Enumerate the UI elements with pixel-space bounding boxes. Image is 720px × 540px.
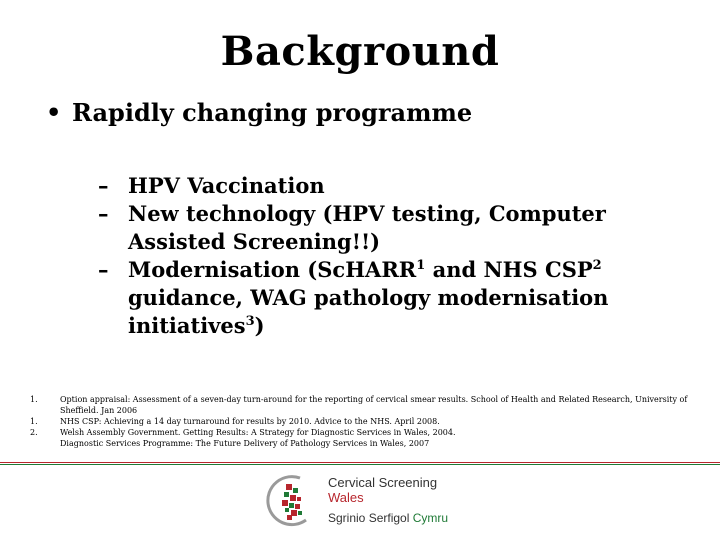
sub-bullet-text: HPV Vaccination — [128, 173, 325, 198]
sub-text-part: guidance, WAG pathology modernisation initiatives — [128, 285, 609, 338]
reference-item — [30, 438, 690, 449]
footnote-marker: 2 — [592, 258, 602, 273]
logo-emblem-icon — [262, 470, 322, 530]
sub-bullet-dash: – — [98, 173, 109, 198]
logo-text-part: Cervical Screening — [328, 475, 438, 490]
reference-text: Option appraisal: Assessment of a seven-day turn-around for the reporting of cervical smear results. School of Health and Related Research, University of Sheffield. Jan 2006 — [60, 395, 688, 415]
main-bullet — [46, 98, 472, 127]
divider-red-line — [0, 462, 720, 463]
reference-text: NHS CSP: Achieving a 14 day turnaround for results by 2010. Advice to the NHS. April 2008. — [60, 417, 440, 426]
bullet-dot: • — [46, 98, 62, 127]
logo-text-accent: Wales — [328, 490, 364, 505]
sub-bullets — [98, 172, 658, 340]
reference-item — [30, 416, 690, 427]
reference-number: 1. — [30, 417, 38, 426]
footnote-marker: 3 — [245, 314, 255, 329]
logo-text — [328, 475, 462, 525]
reference-number: 1. — [30, 395, 38, 404]
sub-text-part: Modernisation (ScHARR — [128, 257, 417, 282]
reference-text: Welsh Assembly Government. Getting Results: A Strategy for Diagnostic Services in Wales, 2004. — [60, 428, 456, 437]
logo-text-part: Sgrinio Serfigol — [328, 511, 413, 525]
sub-bullet-dash: – — [98, 257, 109, 282]
logo-english-name — [328, 475, 462, 505]
divider-green-line — [0, 464, 720, 465]
sub-text-part: ) — [254, 313, 265, 338]
sub-bullet-text — [128, 256, 658, 340]
sub-bullet — [98, 172, 658, 200]
logo-text-accent: Cymru — [412, 511, 449, 525]
reference-item — [30, 394, 690, 416]
reference-text: Diagnostic Services Programme: The Future Delivery of Pathology Services in Wales, 2007 — [60, 439, 430, 448]
sub-bullet-dash: – — [98, 201, 109, 226]
slide-title: Background — [220, 28, 500, 75]
sub-bullet — [98, 256, 658, 340]
footnote-marker: 1 — [416, 258, 426, 273]
cervical-screening-wales-logo — [262, 470, 462, 530]
reference-item — [30, 427, 690, 438]
bullet-text: Rapidly changing programme — [72, 98, 473, 127]
references-list — [30, 394, 690, 449]
sub-text-part: and NHS CSP — [425, 257, 593, 282]
footer-divider — [0, 462, 720, 466]
sub-bullet — [98, 200, 658, 256]
logo-welsh-name — [328, 511, 462, 525]
reference-number: 2. — [30, 428, 38, 437]
reference-number — [30, 438, 60, 449]
sub-bullet-text: New technology (HPV testing, Computer Assisted Screening!!) — [128, 201, 606, 254]
